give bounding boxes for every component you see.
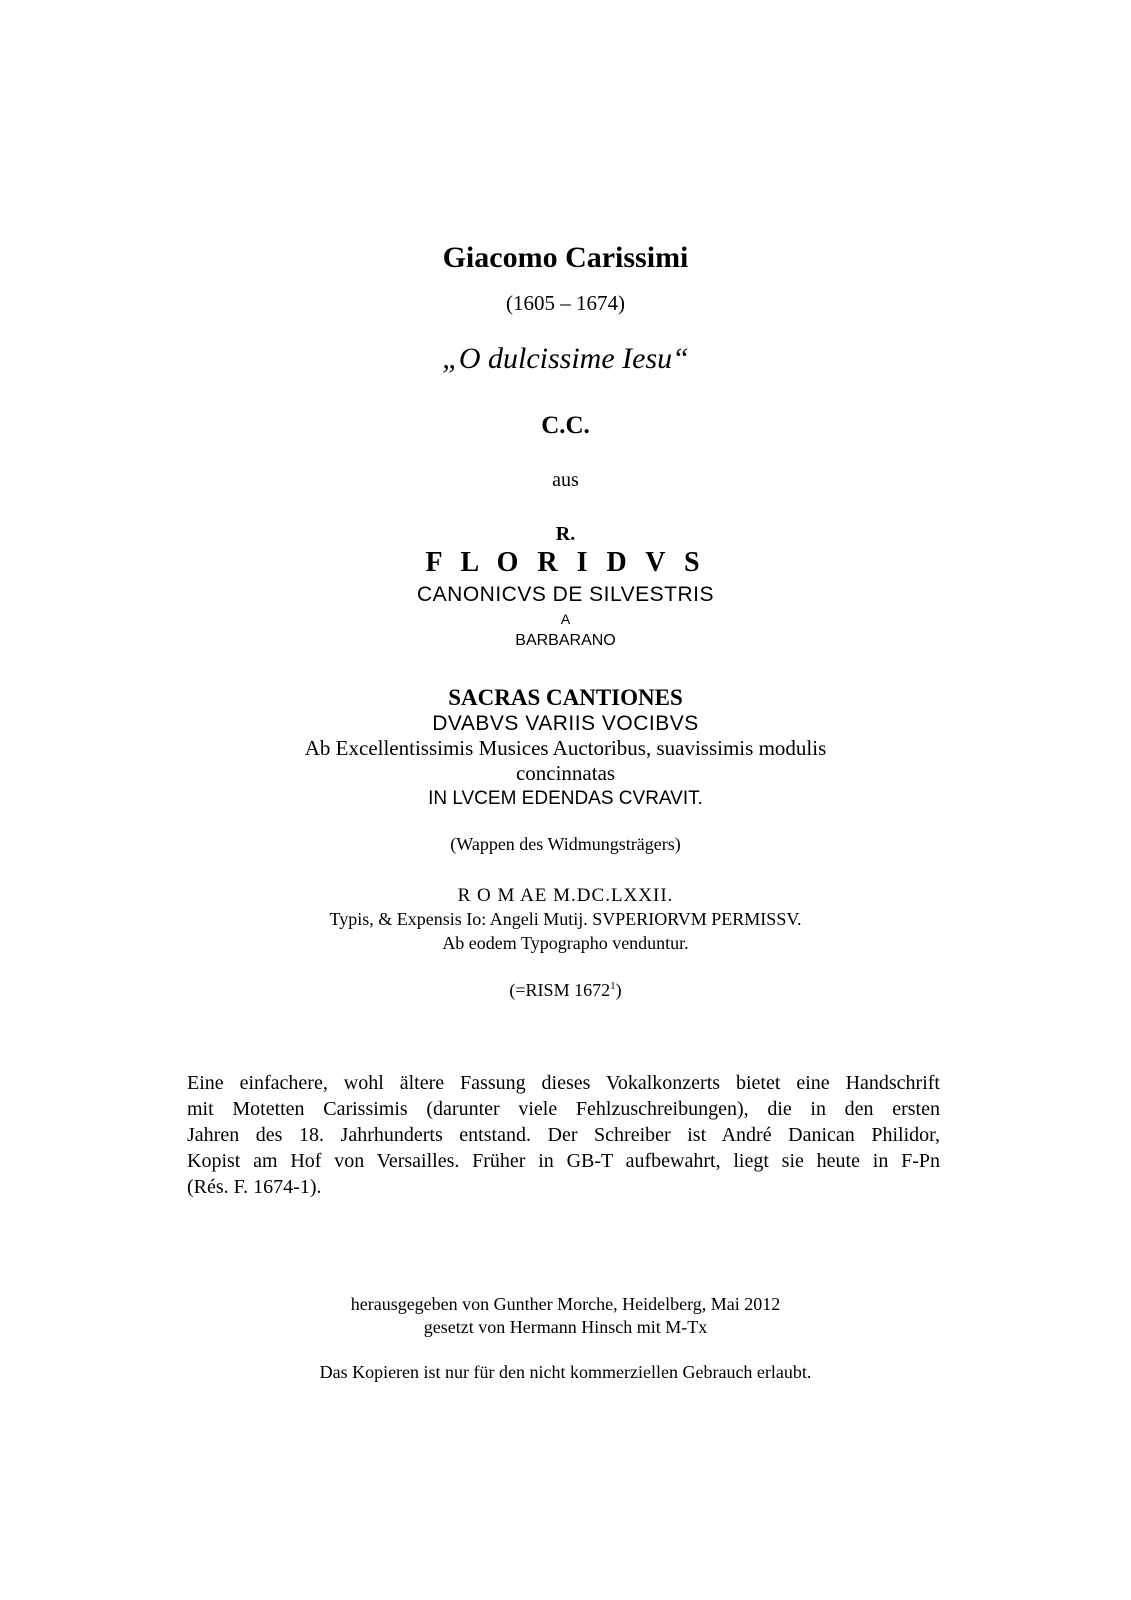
description-paragraph <box>187 1070 940 1200</box>
aus-label: aus <box>552 469 579 491</box>
composer-dates: (1605 – 1674) <box>506 291 625 315</box>
editor-credit: herausgegeben von Gunther Morche, Heidelberg, Mai 2012 <box>350 1294 781 1314</box>
voicing: C.C. <box>541 412 590 439</box>
source-prefix: R. <box>555 523 576 545</box>
imprint-seller: Ab eodem Typographo venduntur. <box>442 933 689 953</box>
imprint-place-date: R O M AE M.DC.LXXII. <box>457 885 674 906</box>
description-line: mit Motetten Carissimis (darunter viele Fehlzuschreibungen), die in den ersten <box>187 1098 940 1120</box>
description-line: Kopist am Hof von Versailles. Früher in GB-T aufbewahrt, liegt sie heute in F-Pn <box>187 1150 940 1172</box>
copy-notice: Das Kopieren ist nur für den nicht kommerziellen Gebrauch erlaubt. <box>319 1362 812 1382</box>
setter-credit: gesetzt von Hermann Hinsch mit M-Tx <box>423 1317 708 1337</box>
imprint-printer: Typis, & Expensis Io: Angeli Mutij. SVPERIORVM PERMISSV. <box>329 909 802 929</box>
coat-of-arms-note: (Wappen des Widmungsträgers) <box>450 834 681 854</box>
rism-prefix: (=RISM 1672 <box>509 980 611 1000</box>
description-line: Jahren des 18. Jahrhunderts entstand. Der Schreiber ist André Danican Philidor, <box>187 1124 940 1146</box>
collection-title: SACRAS CANTIONES <box>448 685 683 710</box>
work-title: „O dulcissime Iesu“ <box>442 342 689 375</box>
collection-voices: DVABVS VARIIS VOCIBVS <box>432 712 699 735</box>
collection-lucem: IN LVCEM EDENDAS CVRAVIT. <box>428 788 703 809</box>
rism-reference <box>0 981 1131 999</box>
collection-description-line-2: concinnatas <box>515 761 616 785</box>
rism-superscript: 1 <box>610 980 616 992</box>
source-canonicus: CANONICVS DE SILVESTRIS <box>416 583 714 606</box>
description-line: Eine einfachere, wohl ältere Fassung dieses Vokalkonzerts bietet eine Handschrift <box>187 1072 940 1094</box>
composer-name: Giacomo Carissimi <box>442 241 689 274</box>
description-line: (Rés. F. 1674-1). <box>187 1176 322 1198</box>
source-a: A <box>560 611 571 627</box>
source-editor-name: F L O R I D V S <box>425 547 706 578</box>
source-barbarano: BARBARANO <box>515 632 616 649</box>
collection-description-line-1: Ab Excellentissimis Musices Auctoribus, suavissimis modulis <box>304 736 827 760</box>
rism-suffix: ) <box>615 980 622 1000</box>
